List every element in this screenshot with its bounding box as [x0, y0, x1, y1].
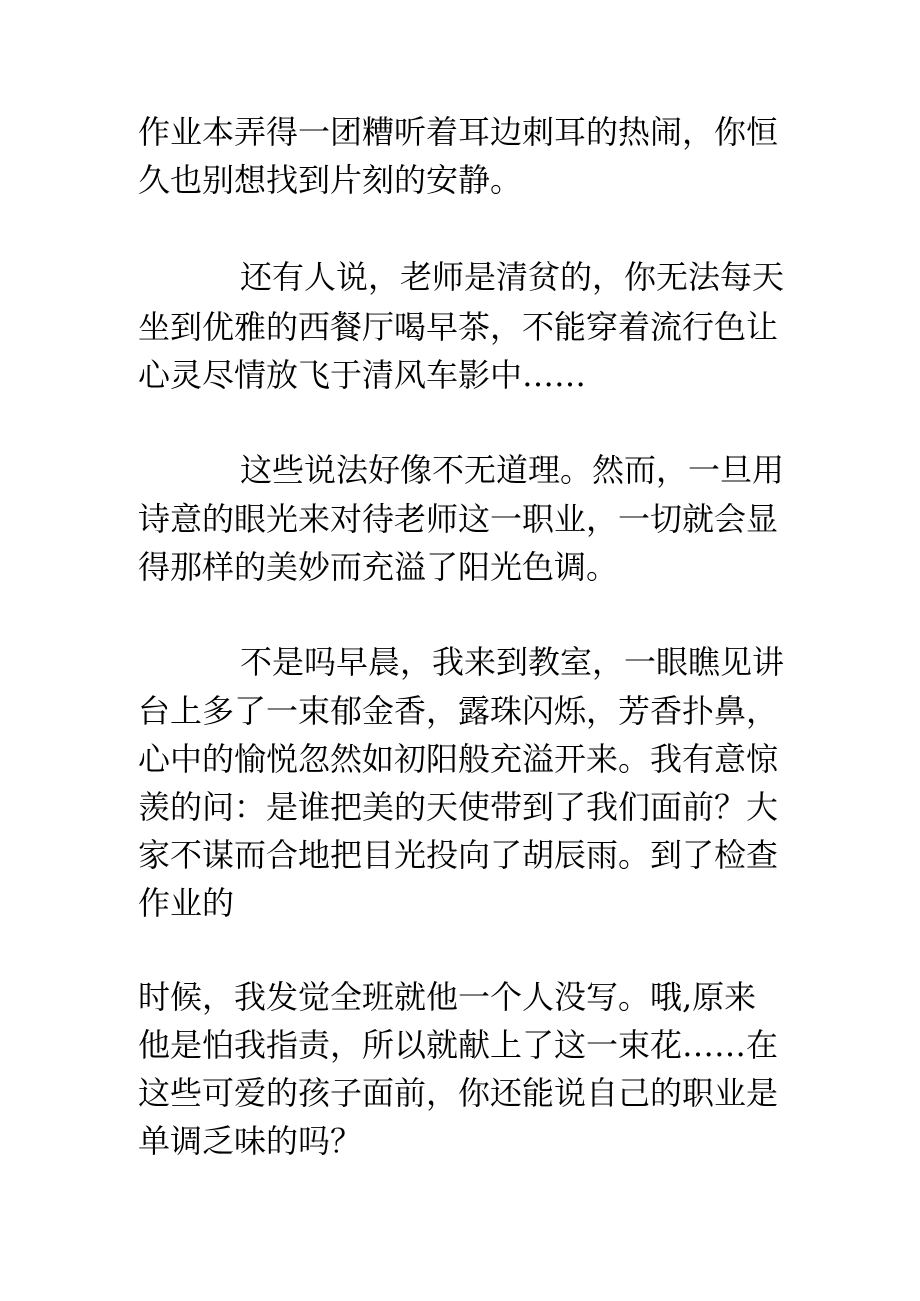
p3-line-2: 诗意的眼光来对待老师这一职业，一切就会显 [138, 500, 779, 538]
p4-line-3: 心中的愉悦忽然如初阳般充溢开来。我有意惊 [138, 740, 779, 778]
p5-line-2: 他是怕我指责，所以就献上了这一束花……在 [138, 1026, 779, 1064]
p4-line-5: 家不谋而合地把目光投向了胡辰雨。到了检查 [138, 836, 779, 874]
p4-line-2: 台上多了一束郁金香，露珠闪烁，芳香扑鼻， [138, 692, 779, 730]
p5-line-4: 单调乏味的吗？ [138, 1122, 363, 1160]
p2-line-3: 心灵尽情放飞于清风车影中…… [138, 356, 587, 394]
p5-line-1: 时候，我发觉全班就他一个人没写。哦,原来 [138, 978, 757, 1016]
p5-line-3: 这些可爱的孩子面前，你还能说自己的职业是 [138, 1074, 779, 1112]
p3-line-3: 得那样的美妙而充溢了阳光色调。 [138, 548, 619, 586]
p3-line-1: 这些说法好像不无道理。然而，一旦用 [240, 451, 785, 489]
p2-line-2: 坐到优雅的西餐厅喝早茶，不能穿着流行色让 [138, 308, 779, 346]
p4-line-1: 不是吗早晨，我来到教室，一眼瞧见讲 [240, 643, 785, 681]
p1-line-2: 久也别想找到片刻的安静。 [138, 161, 523, 199]
p2-line-1: 还有人说，老师是清贫的，你无法每天 [240, 258, 785, 296]
p4-line-4: 羡的问：是谁把美的天使带到了我们面前？大 [138, 788, 779, 826]
p4-line-6: 作业的 [138, 884, 235, 922]
p1-line-1: 作业本弄得一团糟听着耳边刺耳的热闹，你恒 [138, 113, 779, 151]
